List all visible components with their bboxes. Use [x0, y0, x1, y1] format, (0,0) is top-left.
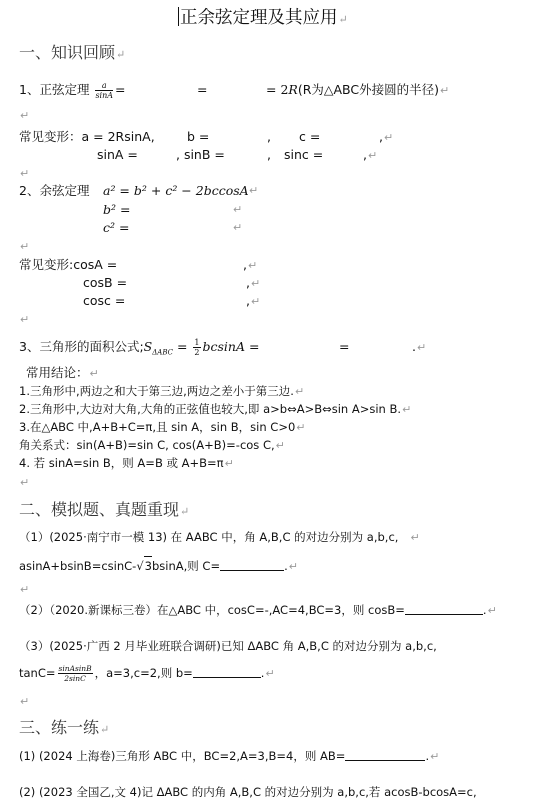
- answer-blank: [193, 665, 261, 678]
- section-1-heading: 一、知识回顾↵: [19, 43, 126, 62]
- conclusion-item: 角关系式：sin(A+B)=sin C, cos(A+B)=-cos C,↵: [19, 438, 285, 452]
- half-fraction: $\frac{1}{2}$: [194, 338, 200, 357]
- cosine-variant-cosA: 常见变形:cosA = ,↵: [19, 257, 258, 272]
- blank-line: ↵: [20, 109, 30, 122]
- blank-line: ↵: [20, 476, 30, 489]
- sine-variant-line-1: 常见变形：a = 2RsinA, b = , c = ,↵: [19, 129, 394, 144]
- sine-law-fraction: $\frac{a}{\sin A}$: [95, 81, 114, 100]
- cosine-variant-cosB: cosB = ,↵: [83, 275, 261, 290]
- section-3-heading: 三、练一练↵: [19, 718, 110, 737]
- question-2: （2）（2020.新课标三卷）在△ABC 中，cosC=-,AC=4,BC=3，则 cosB= .↵: [19, 603, 497, 617]
- blank-line: ↵: [20, 313, 30, 326]
- answer-blank: [405, 602, 483, 615]
- conclusion-item: 3.在△ABC 中,A+B+C=π,且 sin A，sin B，sin C>0↵: [19, 420, 306, 434]
- tan-fraction: $\frac{\text{sinAsinB}}{2\sin C}$: [58, 664, 92, 683]
- conclusion-item: 4. 若 sinA=sin B，则 A=B 或 A+B=π↵: [19, 456, 234, 470]
- answer-blank: [345, 748, 425, 761]
- cosine-law-line: 2、余弦定理 a² = b² + c² − 2bccosA ↵: [19, 183, 259, 198]
- question-3-line-2: tanC= $\frac{\text{sinAsinB}}{2\sin C}$ ，a=3,c=2,则 b= .↵: [19, 664, 275, 683]
- question-1-line-2: asinA+bsinB=csinC-√3bsinA,则 C= .↵: [19, 556, 298, 576]
- section-2-heading: 二、模拟题、真题重现↵: [19, 500, 190, 519]
- blank-line: ↵: [20, 695, 30, 708]
- blank-line: ↵: [20, 167, 30, 180]
- answer-blank: [220, 558, 284, 571]
- conclusion-item: 1.三角形中,两边之和大于第三边,两边之差小于第三边.↵: [19, 384, 305, 398]
- sine-variant-line-2: sinA = , sinB = , sinc = ,↵: [97, 147, 378, 162]
- cosine-variant-cosc: cosc = ,↵: [83, 293, 261, 308]
- blank-line: ↵: [20, 583, 30, 596]
- practice-2: (2) (2023 全国乙,文 4)记 ΔABC 的内角 A,B,C 的对边分别为 a,b,c,若 acosB-bcosA=c,: [19, 785, 477, 799]
- sine-law-line: 1、正弦定理 $\frac{a}{\sin A}$ = = = 2R(R为△ABC外接圆的半径)↵: [19, 81, 450, 100]
- practice-1: (1) (2024 上海卷)三角形 ABC 中，BC=2,A=3,B=4，则 AB= .↵: [19, 749, 440, 763]
- text-cursor: [178, 7, 179, 26]
- conclusion-item: 2.三角形中,大边对大角,大角的正弦值也较大,即 a>b⇔A>B⇔sin A>sin B.↵: [19, 402, 412, 416]
- conclusions-heading: 常用结论：↵: [26, 365, 99, 380]
- question-3-line-1: （3）(2025·广西 2 月毕业班联合调研)已知 ΔABC 角 A,B,C 的对边分别为 a,b,c,: [19, 639, 437, 653]
- question-1-line-1: （1）(2025·南宁市一模 13) 在 AABC 中，角 A,B,C 的对边分别为 a,b,c, ↵: [19, 530, 420, 544]
- blank-line: ↵: [20, 240, 30, 253]
- area-formula-line: 3、三角形的面积公式$;S_{\Delta ABC}$ = $\frac{1}{2}$ bcsinA = = .↵: [19, 338, 427, 357]
- paragraph-mark: ↵: [338, 13, 348, 26]
- document-page: 正余弦定理及其应用↵ 一、知识回顾↵ 1、正弦定理 $\frac{a}{\sin A}$ = = = 2R(R为△ABC外接圆的半径)↵ ↵ 常见变形：a = 2RsinA, b = , c = ,↵ sinA = , sinB = , sinc = ,↵ ↵ 2、余弦定理 a² = b² + c² − 2bccosA ↵ b² = ↵ c² = ↵ ↵ 常见变形:cosA = ,↵ cosB = ,↵ cosc = ,↵ ↵ 3、三角形的面积公式$;S_{\Delta ABC}$ = $\frac{1}{2}$ bcsinA = = .↵ 常用结论：↵ 1.三角形中,两边之和大于第三边,两边之差小于第三边.↵ 2.三角形中,大边对大角,大角的正弦值也较大,即 a>b⇔A>B⇔sin A>sin B.↵ 3.在△ABC 中,A+B+C=π,且 sin A，sin B，sin C>0↵ 角关系式：sin(A+B)=sin C, cos(A+B)=-cos C,↵ 4. 若 sinA=sin B，则 A=B 或 A+B=π↵ ↵ 二、模拟题、真题重现↵ （1）(2025·南宁市一模 13) 在 AABC 中，角 A,B,C 的对边分别为 a,b,c, ↵ asinA+bsinB=csinC-√3bsinA,则 C= .↵ ↵ （2）（2020.新课标三卷）在△ABC 中，cosC=-,AC=4,BC=3，则 cosB= .↵ （3）(2025·广西 2 月毕业班联合调研)已知 ΔABC 角 A,B,C 的对边分别为 a,b,c, tanC= $\frac{\text{sinAsinB}}{2\sin C}$ ，a=3,c=2,则 b= .↵ ↵ 三、练一练↵ (1) (2024 上海卷)三角形 ABC 中，BC=2,A=3,B=4，则 AB= .↵ (2) (2023 全国乙,文 4)记 ΔABC 的内角 A,B,C 的对边分别为 a,b,c,若 acosB-bcosA=c,: [19, 8, 497, 799]
- document-title: 正余弦定理及其应用↵: [180, 8, 348, 28]
